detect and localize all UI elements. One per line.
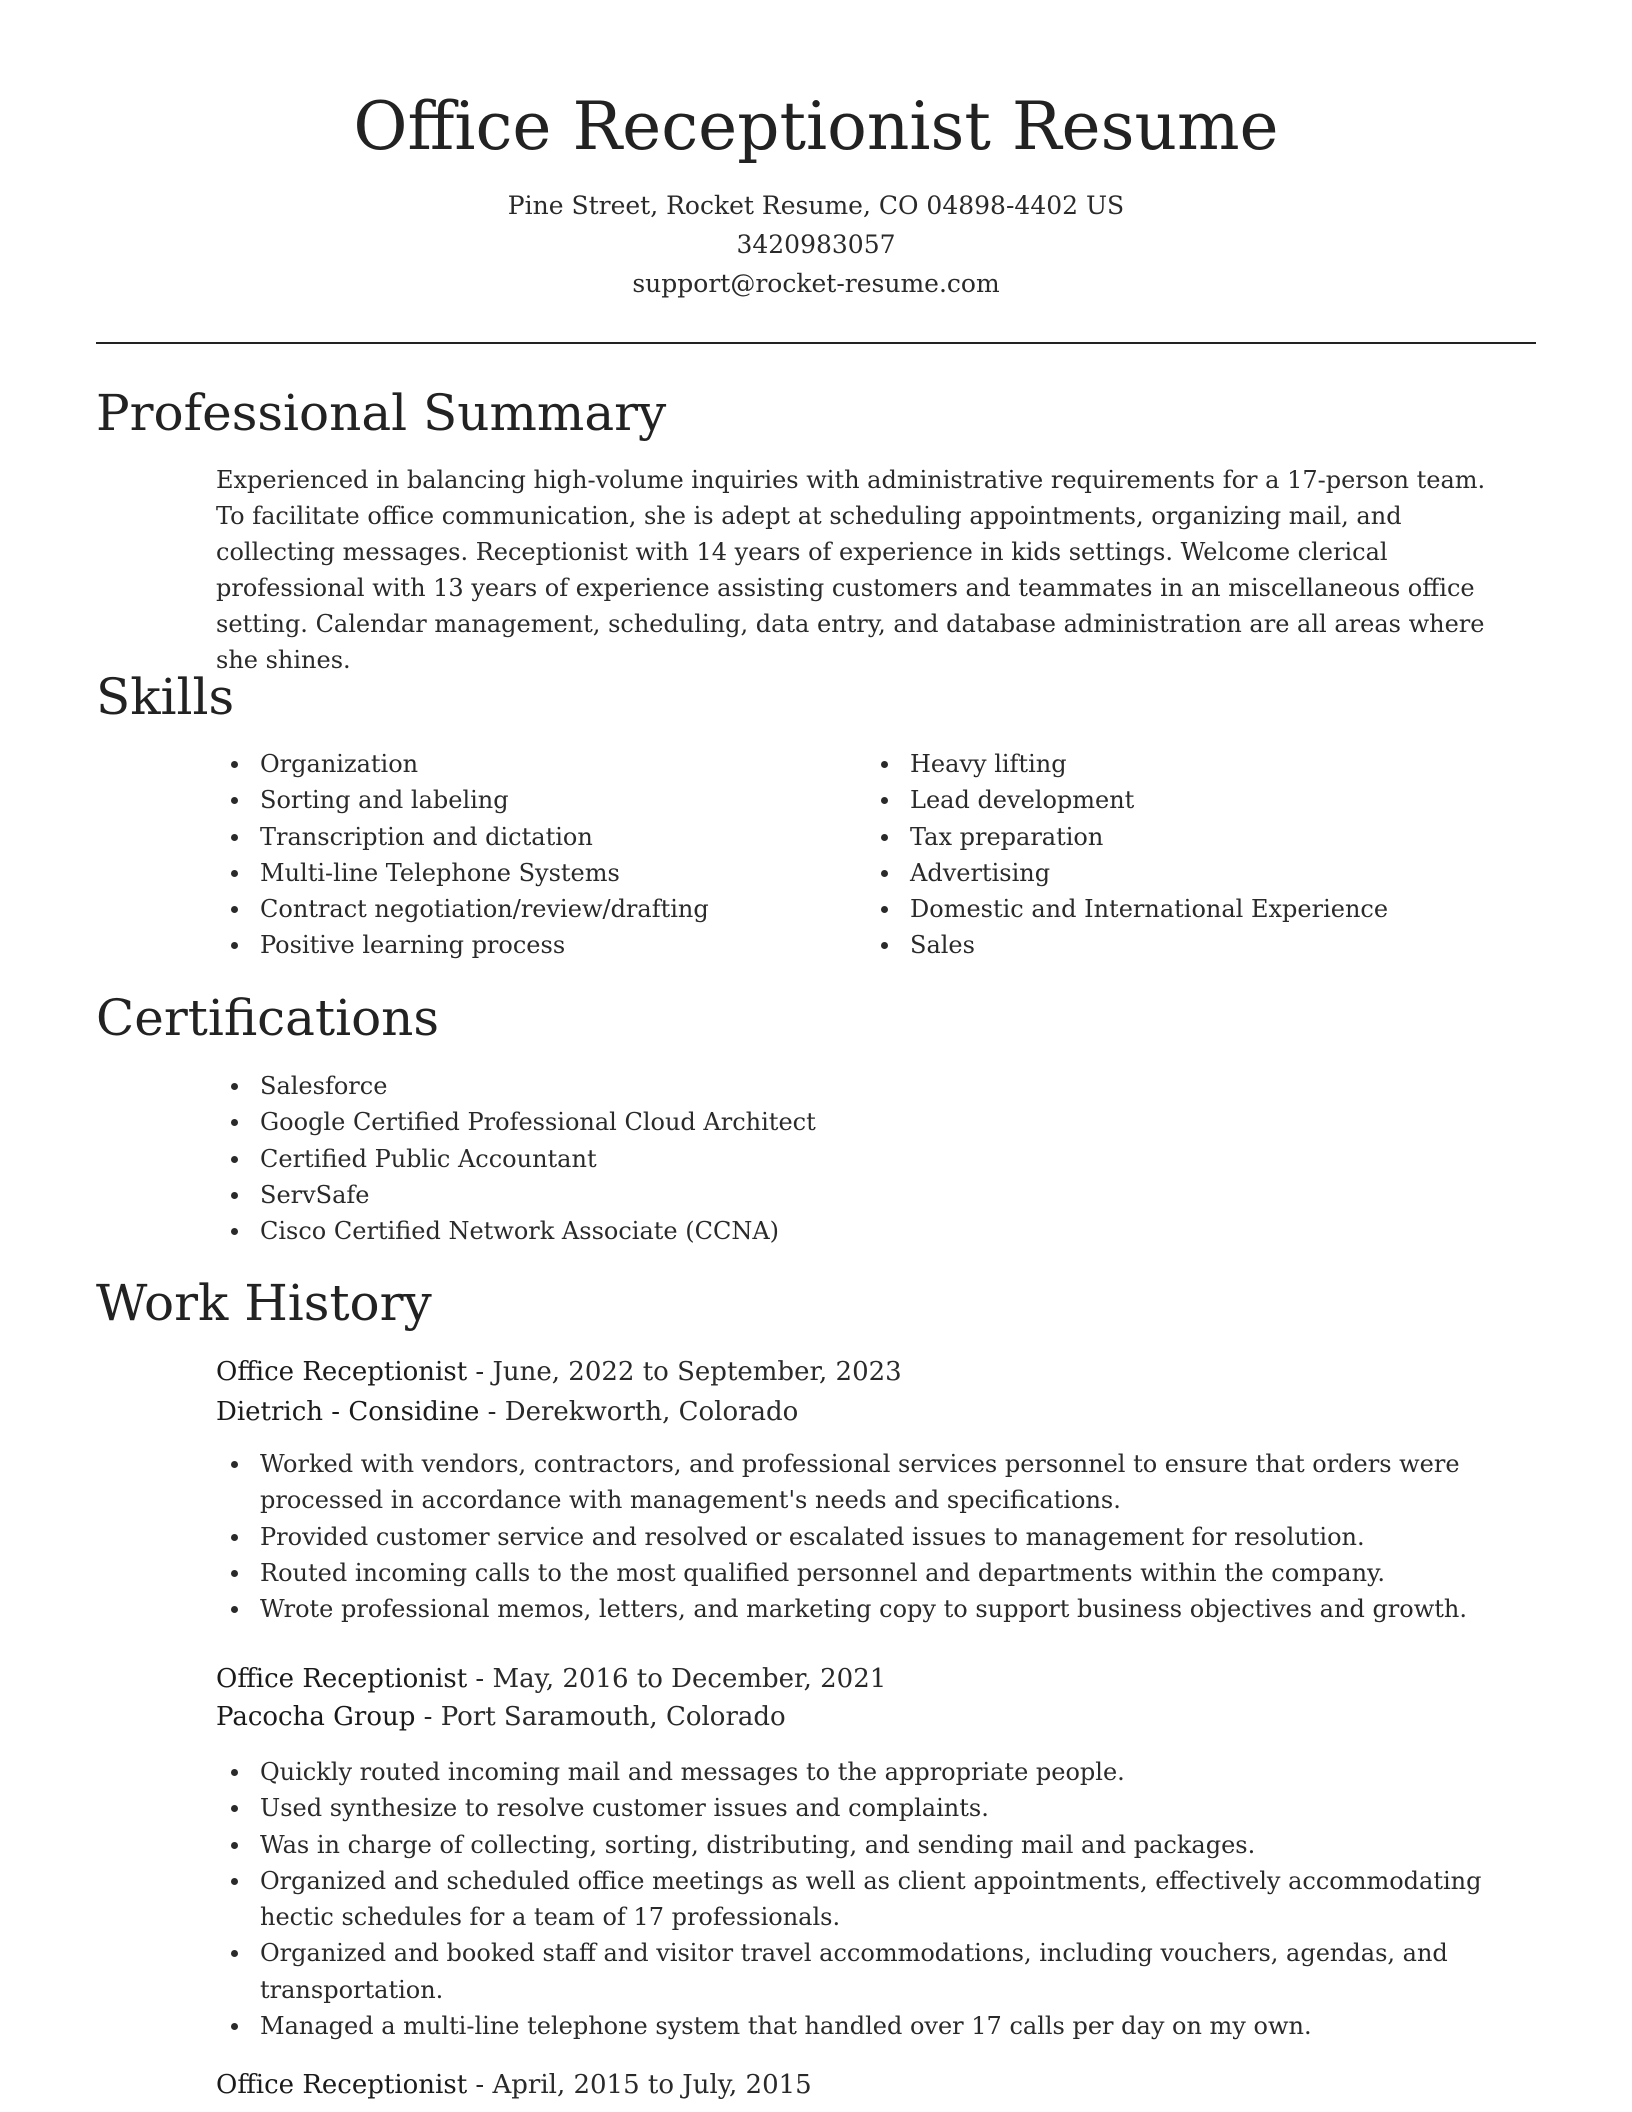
certifications-list <box>216 1068 1516 1249</box>
phone: 3420983057 <box>736 230 896 259</box>
resume-header <box>0 82 1632 303</box>
job-bullet: Wrote professional memos, letters, and marketing copy to support business objectives and growth. <box>216 1591 1536 1627</box>
certification-item: Cisco Certified Network Associate (CCNA) <box>216 1213 1516 1249</box>
job-company-line: Pacocha Group - Port Saramouth, Colorado <box>216 1702 786 1732</box>
job-bullet: Routed incoming calls to the most qualified personnel and departments within the company. <box>216 1555 1536 1591</box>
job-bullet: Was in charge of collecting, sorting, distributing, and sending mail and packages. <box>216 1827 1536 1863</box>
certification-item: Google Certified Professional Cloud Architect <box>216 1104 1516 1140</box>
address: Pine Street, Rocket Resume, CO 04898-4402 US <box>507 191 1125 220</box>
job-title: Office Receptionist <box>216 1664 468 1694</box>
skills-list-right <box>866 746 1526 964</box>
skill-item: Heavy lifting <box>866 746 1526 782</box>
job-title: Office Receptionist <box>216 1357 468 1387</box>
skill-item: Positive learning process <box>216 927 836 963</box>
job-bullet: Organized and booked staff and visitor travel accommodations, including vouchers, agendas, and transportation. <box>216 1935 1536 2008</box>
job-bullet: Used synthesize to resolve customer issues and complaints. <box>216 1790 1536 1826</box>
certification-item: Certified Public Accountant <box>216 1141 1516 1177</box>
skill-item: Lead development <box>866 782 1526 818</box>
certification-item: Salesforce <box>216 1068 1516 1104</box>
job-company: Dietrich - Considine <box>216 1397 480 1427</box>
resume-title: Office Receptionist Resume <box>353 88 1279 165</box>
skill-item: Domestic and International Experience <box>866 891 1526 927</box>
certification-item: ServSafe <box>216 1177 1516 1213</box>
job-company: Pacocha Group <box>216 1702 416 1732</box>
skill-item: Sales <box>866 927 1526 963</box>
job-bullet: Organized and scheduled office meetings as well as client appointments, effectively accommodating hectic schedules for a team of 17 professionals. <box>216 1863 1536 1936</box>
skills-heading: Skills <box>96 668 235 726</box>
job-bullets <box>216 1754 1536 2044</box>
skill-item: Advertising <box>866 855 1526 891</box>
skill-item: Multi-line Telephone Systems <box>216 855 836 891</box>
job-location: Derekworth, Colorado <box>504 1397 799 1427</box>
job-title: Office Receptionist <box>216 2070 468 2100</box>
job-company-line: Dietrich - Considine - Derekworth, Colorado <box>216 1397 799 1427</box>
job-bullet: Worked with vendors, contractors, and professional services personnel to ensure that orders were processed in accordance with management's needs and specifications. <box>216 1446 1536 1519</box>
summary-text: Experienced in balancing high-volume inquiries with administrative requirements for a 17-person team. To facilitate office communication, she is adept at scheduling appointments, organizing mail, and collecting messages. Receptionist with 14 years of experience in kids settings. Welcome clerical professional with 13 years of experience assisting customers and teammates in an miscellaneous office setting. Calendar management, scheduling, data entry, and database administration are all areas where she shines. <box>216 466 1486 674</box>
job-bullet: Managed a multi-line telephone system that handled over 17 calls per day on my own. <box>216 2008 1536 2044</box>
job-bullet: Quickly routed incoming mail and messages to the appropriate people. <box>216 1754 1536 1790</box>
header-divider <box>96 342 1536 344</box>
skill-item: Organization <box>216 746 836 782</box>
job-bullet: Provided customer service and resolved or escalated issues to management for resolution. <box>216 1519 1536 1555</box>
job-dates: June, 2022 to September, 2023 <box>492 1357 902 1387</box>
skills-list-left <box>216 746 836 964</box>
skill-item: Transcription and dictation <box>216 819 836 855</box>
job-dates: May, 2016 to December, 2021 <box>492 1664 887 1694</box>
job-title-line: Office Receptionist - May, 2016 to December, 2021 <box>216 1664 887 1694</box>
skill-item: Contract negotiation/review/drafting <box>216 891 836 927</box>
skill-item: Tax preparation <box>866 819 1526 855</box>
work-history-heading: Work History <box>96 1274 432 1332</box>
job-title-line: Office Receptionist - April, 2015 to July, 2015 <box>216 2070 812 2100</box>
skill-item: Sorting and labeling <box>216 782 836 818</box>
job-dates: April, 2015 to July, 2015 <box>492 2070 812 2100</box>
email: support@rocket-resume.com <box>632 269 1000 298</box>
job-title-line: Office Receptionist - June, 2022 to September, 2023 <box>216 1357 902 1387</box>
job-location: Port Saramouth, Colorado <box>440 1702 786 1732</box>
summary-heading: Professional Summary <box>96 384 667 442</box>
job-bullets <box>216 1446 1536 1627</box>
certifications-heading: Certifications <box>96 989 440 1047</box>
